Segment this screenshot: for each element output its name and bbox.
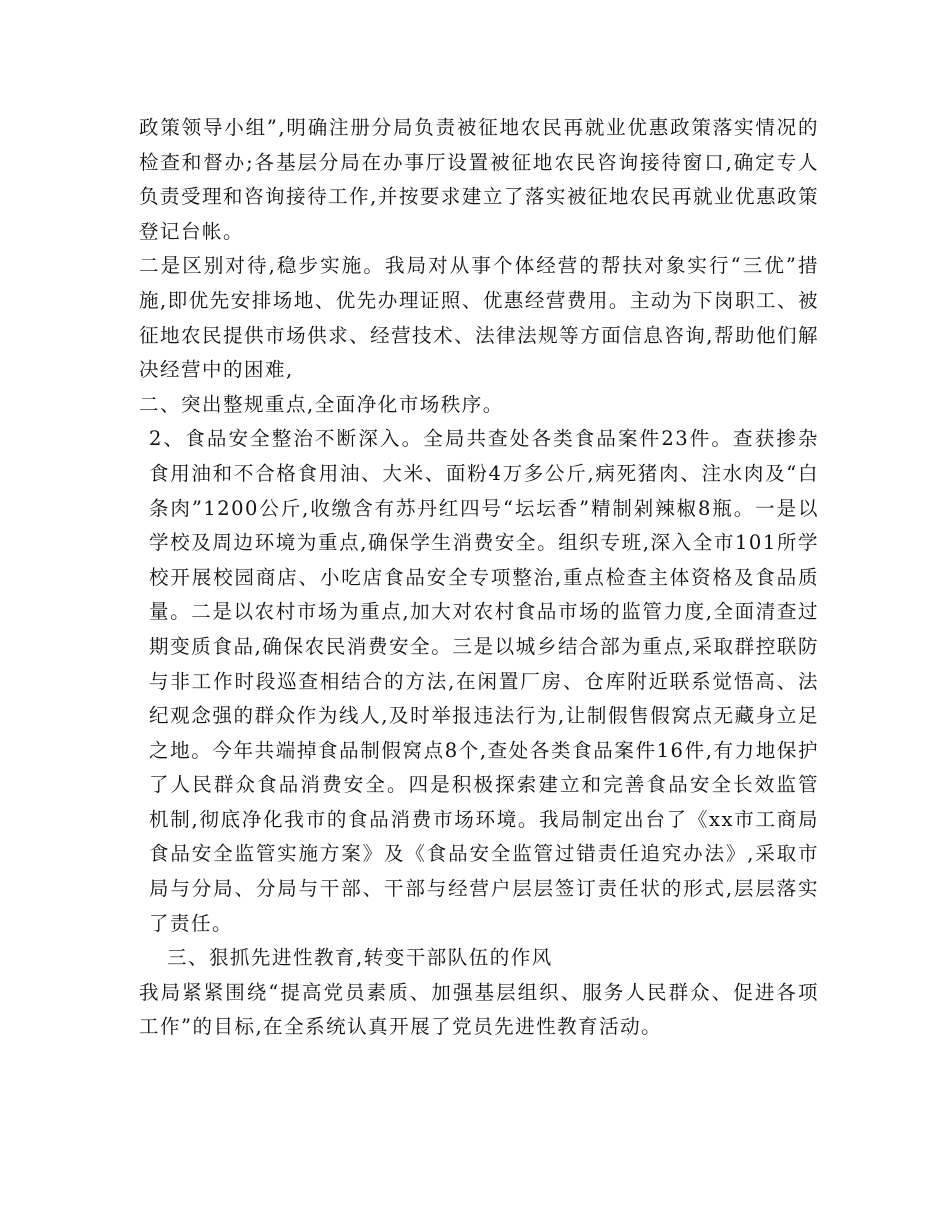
paragraph-differential-treatment: 二是区别对待,稳步实施。我局对从事个体经营的帮扶对象实行“三优”措施,即优先安排场地、优先办理证照、优惠经营费用。主动为下岗职工、被征地农民提供市场供求、经营技术、法律法规等方面信息咨询,帮助他们解决经营中的困难, (139, 254, 819, 382)
section-heading-market-order: 二、突出整规重点,全面净化市场秩序。 (139, 392, 504, 416)
paragraph-registration-duty: 政策领导小组”,明确注册分局负责被征地农民再就业优惠政策落实情况的检查和督办;各基层分局在办事厅设置被征地农民咨询接待窗口,确定专人负责受理和咨询接待工作,并按要求建立了落实被征地农民再就业优惠政策登记台帐。 (139, 116, 819, 243)
paragraph-party-education: 我局紧紧围绕“提高党员素质、加强基层组织、服务人民群众、促进各项工作”的目标,在全系统认真开展了党员先进性教育活动。 (139, 980, 819, 1039)
paragraph-food-safety: 2、食品安全整治不断深入。全局共查处各类食品案件23件。查获掺杂食用油和不合格食用油、大米、面粉4万多公斤,病死猪肉、注水肉及“白条肉”1200公斤,收缴含有苏丹红四号“坛坛香”精制剁辣椒8瓶。一是以学校及周边环境为重点,确保学生消费安全。组织专班,深入全市101所学校开展校园商店、小吃店食品安全专项整治,重点检查主体资格及食品质量。二是以农村市场为重点,加大对农村食品市场的监管力度,全面清查过期变质食品,确保农民消费安全。三是以城乡结合部为重点,采取群控联防与非工作时段巡查相结合的方法,在闲置厂房、仓库附近联系觉悟高、法纪观念强的群众作为线人,及时举报违法行为,让制假售假窝点无藏身立足之地。今年共端掉食品制假窝点8个,查处各类食品案件16件,有力地保护了人民群众食品消费安全。四是积极探索建立和完善食品安全长效监管机制,彻底净化我市的食品消费市场环境。我局制定出台了《xx市工商局食品安全监管实施方案》及《食品安全监管过错责任追究办法》,采取市局与分局、分局与干部、干部与经营户层层签订责任状的形式,层层落实了责任。 (149, 427, 819, 935)
section-heading-education: 三、狠抓先进性教育,转变干部队伍的作风 (167, 946, 553, 970)
document-body (139, 111, 819, 1045)
